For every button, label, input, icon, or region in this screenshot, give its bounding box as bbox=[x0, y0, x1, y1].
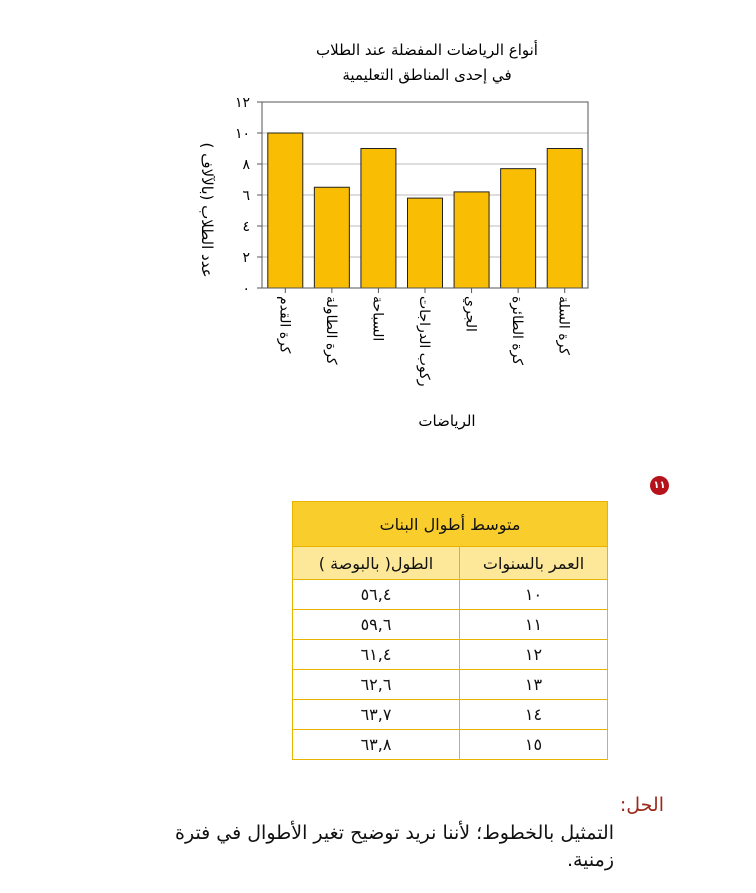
table-row bbox=[293, 580, 608, 610]
age-cell: ١٠ bbox=[460, 580, 608, 610]
y-axis-label: عدد الطلاب (بالآلاف ) bbox=[198, 142, 216, 278]
table-row bbox=[293, 670, 608, 700]
table-title: متوسط أطوال البنات bbox=[293, 502, 608, 547]
age-cell: ١٢ bbox=[460, 640, 608, 670]
y-tick-label: ٨ bbox=[242, 157, 250, 173]
bar bbox=[268, 133, 303, 288]
y-tick-label: ٢ bbox=[242, 250, 250, 266]
age-cell: ١٤ bbox=[460, 700, 608, 730]
height-cell: ٦٣,٨ bbox=[293, 730, 460, 760]
bar bbox=[314, 187, 349, 288]
solution-label: الحل: bbox=[619, 794, 664, 816]
column-header-height: الطول( بالبوصة ) bbox=[293, 547, 460, 580]
column-header-age: العمر بالسنوات bbox=[460, 547, 608, 580]
x-tick-label: السباحة bbox=[369, 296, 386, 342]
x-tick-label: كرة القدم bbox=[276, 296, 293, 354]
bar bbox=[408, 198, 443, 288]
age-cell: ١٥ bbox=[460, 730, 608, 760]
height-cell: ٦١,٤ bbox=[293, 640, 460, 670]
x-axis-label: الرياضات bbox=[418, 412, 476, 430]
table-row bbox=[293, 610, 608, 640]
height-cell: ٥٩,٦ bbox=[293, 610, 460, 640]
table-row bbox=[293, 730, 608, 760]
table-row bbox=[293, 700, 608, 730]
y-tick-label: ١٠ bbox=[234, 126, 250, 142]
solution-text: التمثيل بالخطوط؛ لأننا نريد توضيح تغير الأطوال في فترة زمنية. bbox=[175, 822, 614, 871]
heights-table bbox=[292, 501, 608, 760]
age-cell: ١٣ bbox=[460, 670, 608, 700]
y-tick-label: ٠ bbox=[242, 281, 250, 297]
height-cell: ٦٣,٧ bbox=[293, 700, 460, 730]
chart-subtitle: في إحدى المناطق التعليمية bbox=[342, 66, 512, 84]
height-cell: ٥٦,٤ bbox=[293, 580, 460, 610]
bar bbox=[454, 192, 489, 288]
bar bbox=[547, 149, 582, 289]
x-tick-label: كرة الطاولة bbox=[322, 296, 339, 365]
y-tick-label: ٤ bbox=[242, 219, 250, 235]
x-tick-label: كرة الطائرة bbox=[509, 296, 526, 366]
y-tick-label: ١٢ bbox=[234, 95, 250, 111]
x-tick-label: الجري bbox=[462, 296, 479, 332]
age-cell: ١١ bbox=[460, 610, 608, 640]
exercise-number-badge: ١١ bbox=[650, 476, 669, 495]
height-cell: ٦٢,٦ bbox=[293, 670, 460, 700]
x-tick-label: ركوب الدراجات bbox=[416, 296, 432, 387]
bar bbox=[501, 169, 536, 288]
x-tick-label: كرة السلة bbox=[555, 296, 572, 355]
y-tick-label: ٦ bbox=[242, 188, 250, 204]
table-row bbox=[293, 640, 608, 670]
chart-title: أنواع الرياضات المفضلة عند الطلاب bbox=[316, 41, 538, 59]
bar bbox=[361, 149, 396, 289]
